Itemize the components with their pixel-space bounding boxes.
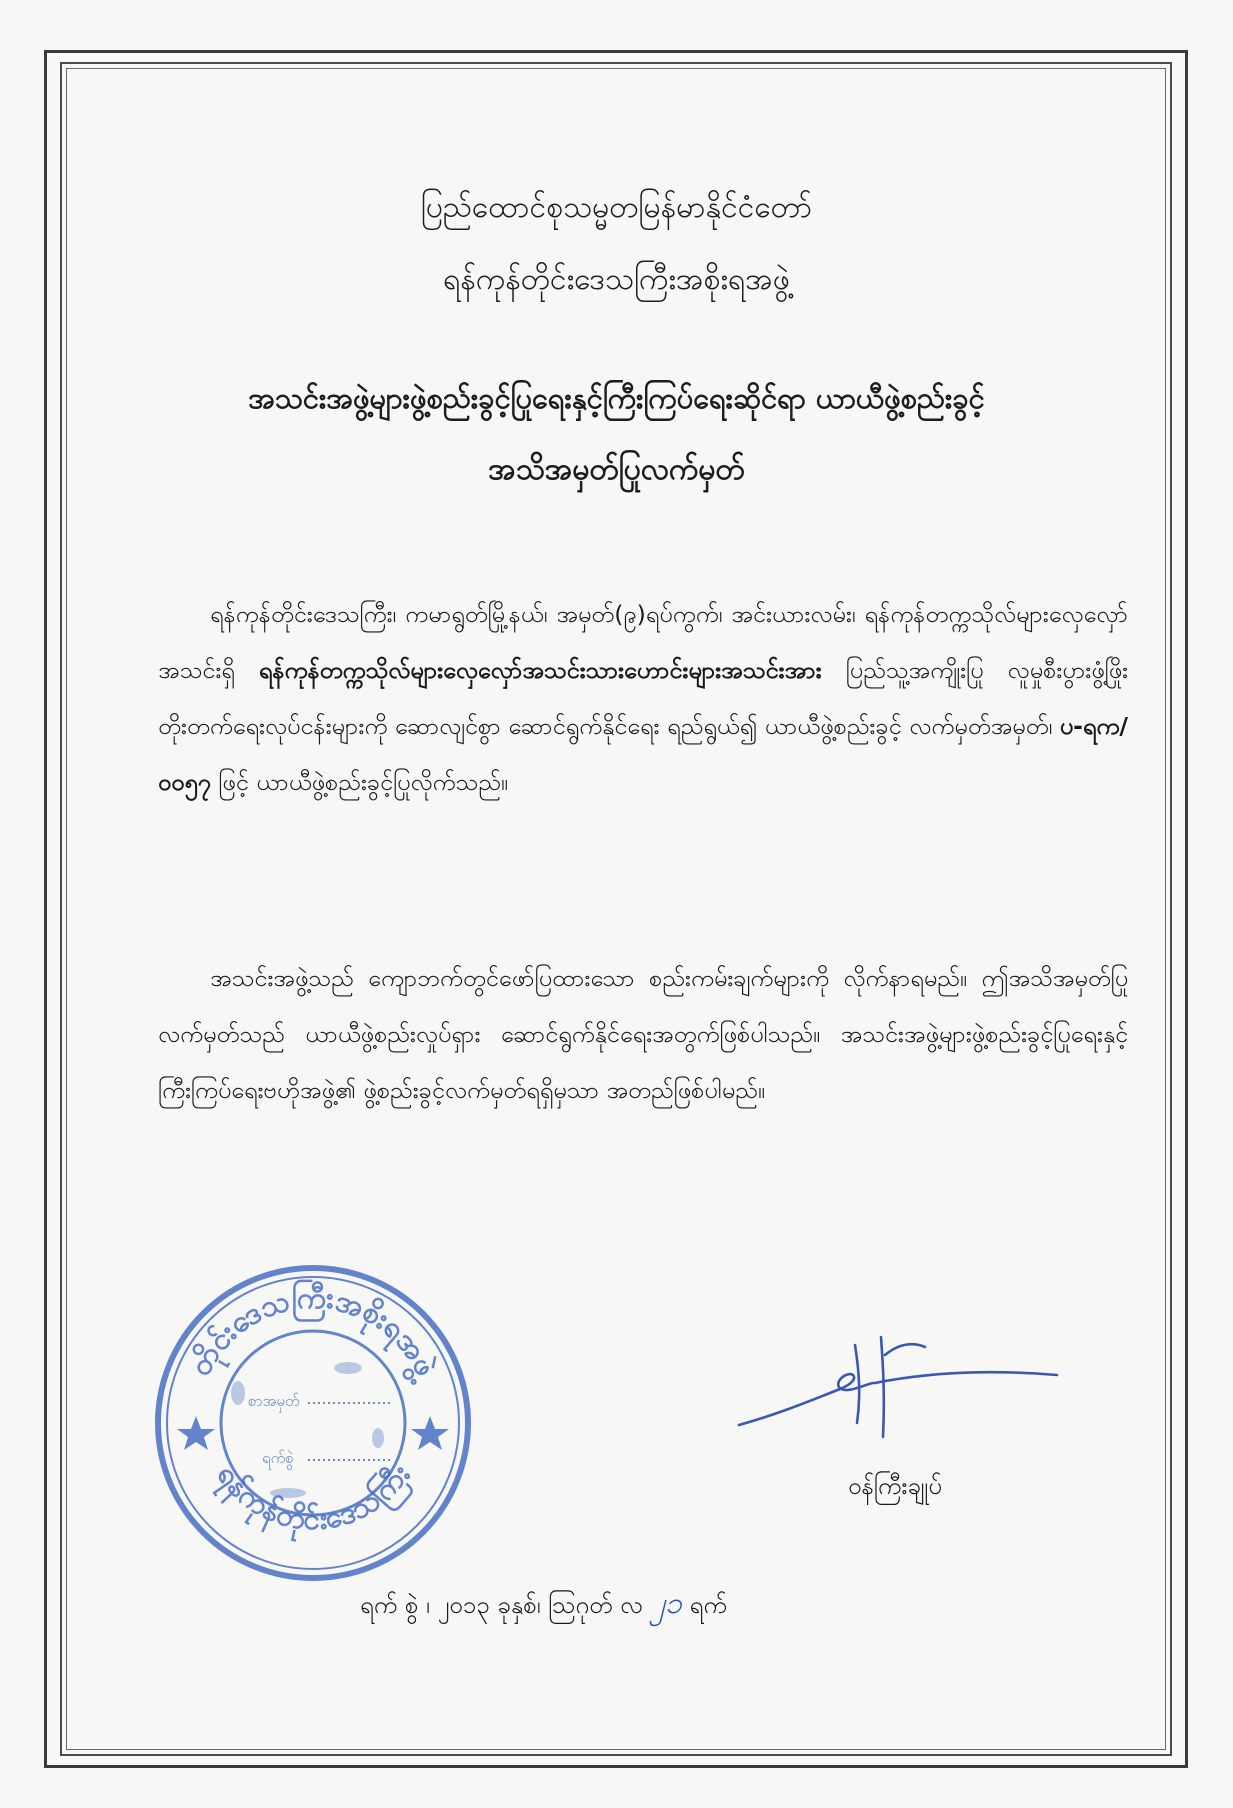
seal-line-number-label: စာအမှတ် bbox=[248, 1392, 300, 1410]
seal-text-top: တိုင်းဒေသကြီးအစိုးရအဖွဲ့ bbox=[182, 1280, 444, 1382]
signer-title: ဝန်ကြီးချုပ် bbox=[848, 1472, 942, 1500]
paragraph-1 bbox=[158, 586, 1128, 810]
paragraph-1-part3: ဖြင့် ယာယီဖွဲ့စည်းခွင့်ပြုလိုက်သည်။ bbox=[210, 768, 509, 796]
seal-line-date-label: ရက်စွဲ bbox=[262, 1449, 294, 1467]
signature bbox=[735, 1325, 1065, 1475]
seal-text-bottom: ရန်ကုန်တိုင်းဒေသကြီး bbox=[209, 1456, 418, 1538]
permit-number: ပ-ရက/၀၀၅၇ bbox=[158, 712, 1128, 796]
country-heading: ပြည်ထောင်စုသမ္မတမြန်မာနိုင်ငံတော် bbox=[420, 190, 813, 225]
issue-date bbox=[360, 1586, 727, 1623]
paragraph-1-part1: ရန်ကုန်တိုင်းဒေသကြီး၊ ကမာရွတ်မြို့နယ်၊ အမှတ်(၉)ရပ်ကွက်၊ အင်းယားလမ်း၊ ရန်ကုန်တက္ကသိုလ်များလှေလှော်အသင်းရှိ bbox=[158, 600, 1128, 684]
date-prefix: ရက် စွဲ ၊ ၂၀၁၃ ခုနှစ်၊ ဩဂုတ် လ bbox=[360, 1591, 643, 1619]
paragraph-1-part2: ပြည်သူ့အကျိုးပြု လူမှုစီးပွားဖွံ့ဖြိုး တိုးတက်ရေးလုပ်ငန်းများကို ဆောလျင်စွာ ဆောင်ရွက်နိုင်ရေး ရည်ရွယ်၍ ယာယီဖွဲ့စည်းခွင့် လက်မှတ်အမှတ်၊ bbox=[158, 656, 1128, 740]
paragraph-2-text: အသင်းအဖွဲ့သည် ကျောဘက်တွင်ဖော်ပြထားသော စည်းကမ်းချက်များကို လိုက်နာရမည်။ ဤအသိအမှတ်ပြုလက်မှတ်သည် ယာယီဖွဲ့စည်းလှုပ်ရှား ဆောင်ရွက်နိုင်ရေးအတွက်ဖြစ်ပါသည်။ အသင်းအဖွဲ့များဖွဲ့စည်းခွင့်ပြုရေးနှင့်ကြီးကြပ်ရေးဗဟိုအဖွဲ့၏ ဖွဲ့စည်းခွင့်လက်မှတ်ရရှိမှသာ အတည်ဖြစ်ပါမည်။ bbox=[158, 964, 1128, 1104]
date-suffix: ရက် bbox=[689, 1591, 727, 1619]
government-heading: ရန်ကုန်တိုင်းဒေသကြီးအစိုးရအဖွဲ့ bbox=[443, 262, 790, 297]
certificate-title-line1: အသင်းအဖွဲ့များဖွဲ့စည်းခွင့်ပြုရေးနှင့်ကြီးကြပ်ရေးဆိုင်ရာ ယာယီဖွဲ့စည်းခွင့် bbox=[248, 381, 985, 415]
date-day-handwritten: ၂၁ bbox=[650, 1586, 682, 1621]
certificate-title-line2: အသိအမှတ်ပြုလက်မှတ် bbox=[488, 452, 745, 487]
svg-text:ရန်ကုန်တိုင်းဒေသကြီး bbox=[204, 1455, 423, 1544]
association-name: ရန်ကုန်တက္ကသိုလ်များလှေလှော်အသင်းသားဟောင်းများအသင်းအား bbox=[258, 656, 822, 684]
paragraph-2 bbox=[158, 950, 1128, 1118]
official-seal-stamp bbox=[148, 1258, 478, 1588]
